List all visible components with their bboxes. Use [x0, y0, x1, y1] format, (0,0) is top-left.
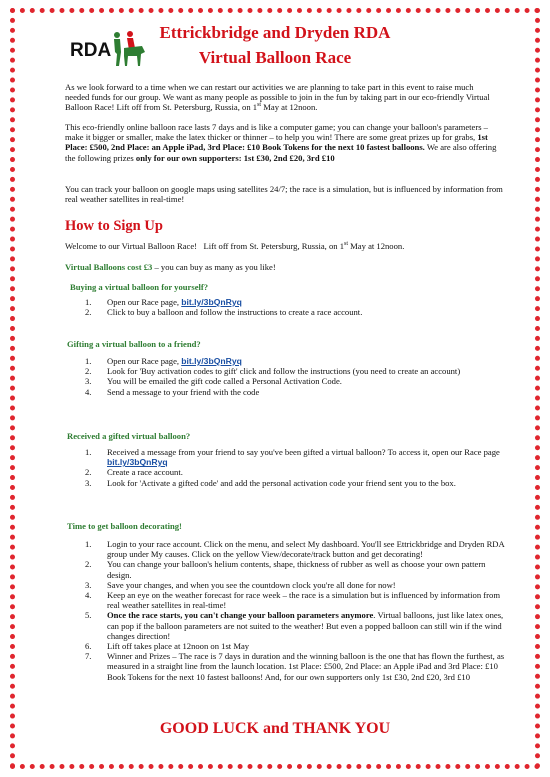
list-text: Lift off takes place at 12noon on 1st May [107, 641, 250, 652]
list-number: 2. [85, 307, 92, 318]
section-heading-received-gift: Received a gifted virtual balloon? [67, 431, 191, 441]
section-heading-buy-yourself: Buying a virtual balloon for yourself? [70, 282, 209, 292]
list-item [85, 376, 505, 386]
list-number: 2. [85, 467, 92, 478]
section-heading-gift-friend: Gifting a virtual balloon to a friend? [67, 339, 201, 349]
list-item [85, 356, 505, 366]
list-text: Winner and Prizes – The race is 7 days in duration and the winning balloon is the one that has flown the furthest, as measured in a straight line from the launch location. 1st Place: £500, 2nd Place: an Apple iPad and 3rd Place: £10 Book Tokens for the next 10 fastest balloons! And, for our own supporters only 1st £30, 2nd £20, 3rd £10 [107, 651, 505, 682]
list-text: Create a race account. [107, 467, 183, 478]
footer-message: GOOD LUCK and THANK YOU [159, 720, 391, 737]
gift-friend-list [85, 356, 505, 397]
supporter-prizes: only for our own supporters: 1st £30, 2nd £20, 3rd £10 [135, 152, 335, 163]
list-number: 3. [85, 579, 92, 590]
cost-text [65, 262, 505, 272]
list-number: 1. [85, 447, 92, 457]
list-text: Open our Race page, [107, 297, 182, 307]
list-number: 7. [85, 651, 92, 662]
intro-text: This eco-friendly online balloon race lasts 7 days and is like a computer game; you can change your balloon's parameters – make it bigger or smaller, make the latex thicker or thinner – to help you win! There are some great prizes up for grabs, [65, 122, 488, 143]
list-text: Click to buy a balloon and follow the instructions to create a race account. [107, 307, 363, 318]
list-item [85, 610, 510, 641]
list-item [85, 447, 505, 467]
list-text: You can change your balloon's helium contents, shape, thickness of rubber as well as choose your own pattern design. [107, 559, 486, 580]
race-page-link[interactable]: bit.ly/3bQnRyq [181, 297, 242, 307]
list-text: Login to your race account. Click on the menu, and select My dashboard. You'll see Ettrickbridge and Dryden RDA group under My causes. Click on the yellow View/decorate/track button and get decorating! [107, 539, 505, 560]
list-number: 4. [85, 386, 92, 397]
list-item [85, 297, 505, 307]
buy-yourself-list [85, 297, 505, 317]
list-number: 4. [85, 590, 92, 601]
list-item [85, 478, 505, 488]
page-subtitle: Virtual Balloon Race [198, 48, 352, 67]
list-number: 6. [85, 641, 92, 652]
list-bold-text: Once the race starts, you can't change your balloon parameters anymore [107, 610, 374, 621]
welcome-text: Welcome to our Virtual Balloon Race! Lift off from St. Petersburg, Russia, on 1st May at 12noon. [65, 241, 405, 251]
list-text: Send a message to your friend with the code [107, 386, 260, 397]
page-title: Ettrickbridge and Dryden RDA [159, 23, 391, 42]
received-gift-list [85, 447, 505, 488]
list-item [85, 590, 510, 610]
list-text: Save your changes, and when you see the countdown clock you're all done for now! [107, 579, 396, 590]
logo-text: RDA [70, 40, 112, 61]
intro-paragraph-2 [65, 122, 505, 163]
list-item [85, 467, 505, 477]
list-number: 1. [85, 356, 92, 366]
list-number: 2. [85, 559, 92, 570]
list-number: 2. [85, 366, 92, 377]
list-text: Look for 'Activate a gifted code' and add the personal activation code your friend sent you to the box. [107, 477, 456, 488]
list-number: 1. [85, 297, 92, 307]
list-text: . Virtual balloons, just like latex ones, can pop if the balloon parameters are not suited to the weather! But even a popped balloon can still win if the wind changes direction! [107, 610, 504, 641]
list-text: Keep an eye on the weather forecast for race week – the race is a simulation but is influenced by information from real weather satellites in real-time! [107, 590, 501, 611]
list-item [85, 651, 510, 682]
section-heading-decorating: Time to get balloon decorating! [67, 521, 182, 531]
list-item [85, 366, 505, 376]
list-number: 1. [85, 539, 92, 549]
race-page-link[interactable]: bit.ly/3bQnRyq [107, 457, 168, 468]
cost-rest: – you can buy as many as you like! [152, 262, 276, 272]
list-text: Open our Race page, [107, 356, 182, 366]
list-number: 3. [85, 376, 92, 387]
list-item [85, 559, 510, 579]
list-item [85, 539, 510, 559]
list-text: Received a message from your friend to say you've been gifted a virtual balloon? To access it, open our Race page [107, 447, 500, 457]
list-item [85, 307, 505, 317]
list-number: 5. [85, 610, 92, 621]
list-item [85, 580, 510, 590]
cost-bold: Virtual Balloons cost £3 [65, 262, 153, 272]
prize-list: 1st Place: £500, 2nd Place: an Apple iPad, 3rd Place: £10 Book Tokens for the next 10 fastest balloons. [65, 132, 488, 153]
signup-heading: How to Sign Up [65, 218, 163, 234]
intro-paragraph-3: You can track your balloon on google maps using satellites 24/7; the race is a simulation, but is influenced by information from real weather satellites in real-time! [65, 184, 503, 205]
decorating-list [85, 539, 510, 682]
list-item [85, 387, 505, 397]
list-item [85, 641, 510, 651]
intro-text-2: We are also offering the following prizes [65, 142, 497, 163]
list-text: Look for 'Buy activation codes to gift' click and follow the instructions (you need to create an account) [107, 366, 461, 377]
intro-paragraph-1: As we look forward to a time when we can restart our activities we are planning to take part in this event to raise much needed funds for our group. We want as many people as possible to join in the fun by taking part in our eco-friendly Virtual Balloon Race! Lift off from St. Petersburg, Russia, on 1st May at 12noon. [65, 82, 490, 113]
list-number: 3. [85, 477, 92, 488]
list-text: You will be emailed the gift code called a Personal Activation Code. [107, 376, 342, 387]
race-page-link[interactable]: bit.ly/3bQnRyq [181, 356, 242, 366]
